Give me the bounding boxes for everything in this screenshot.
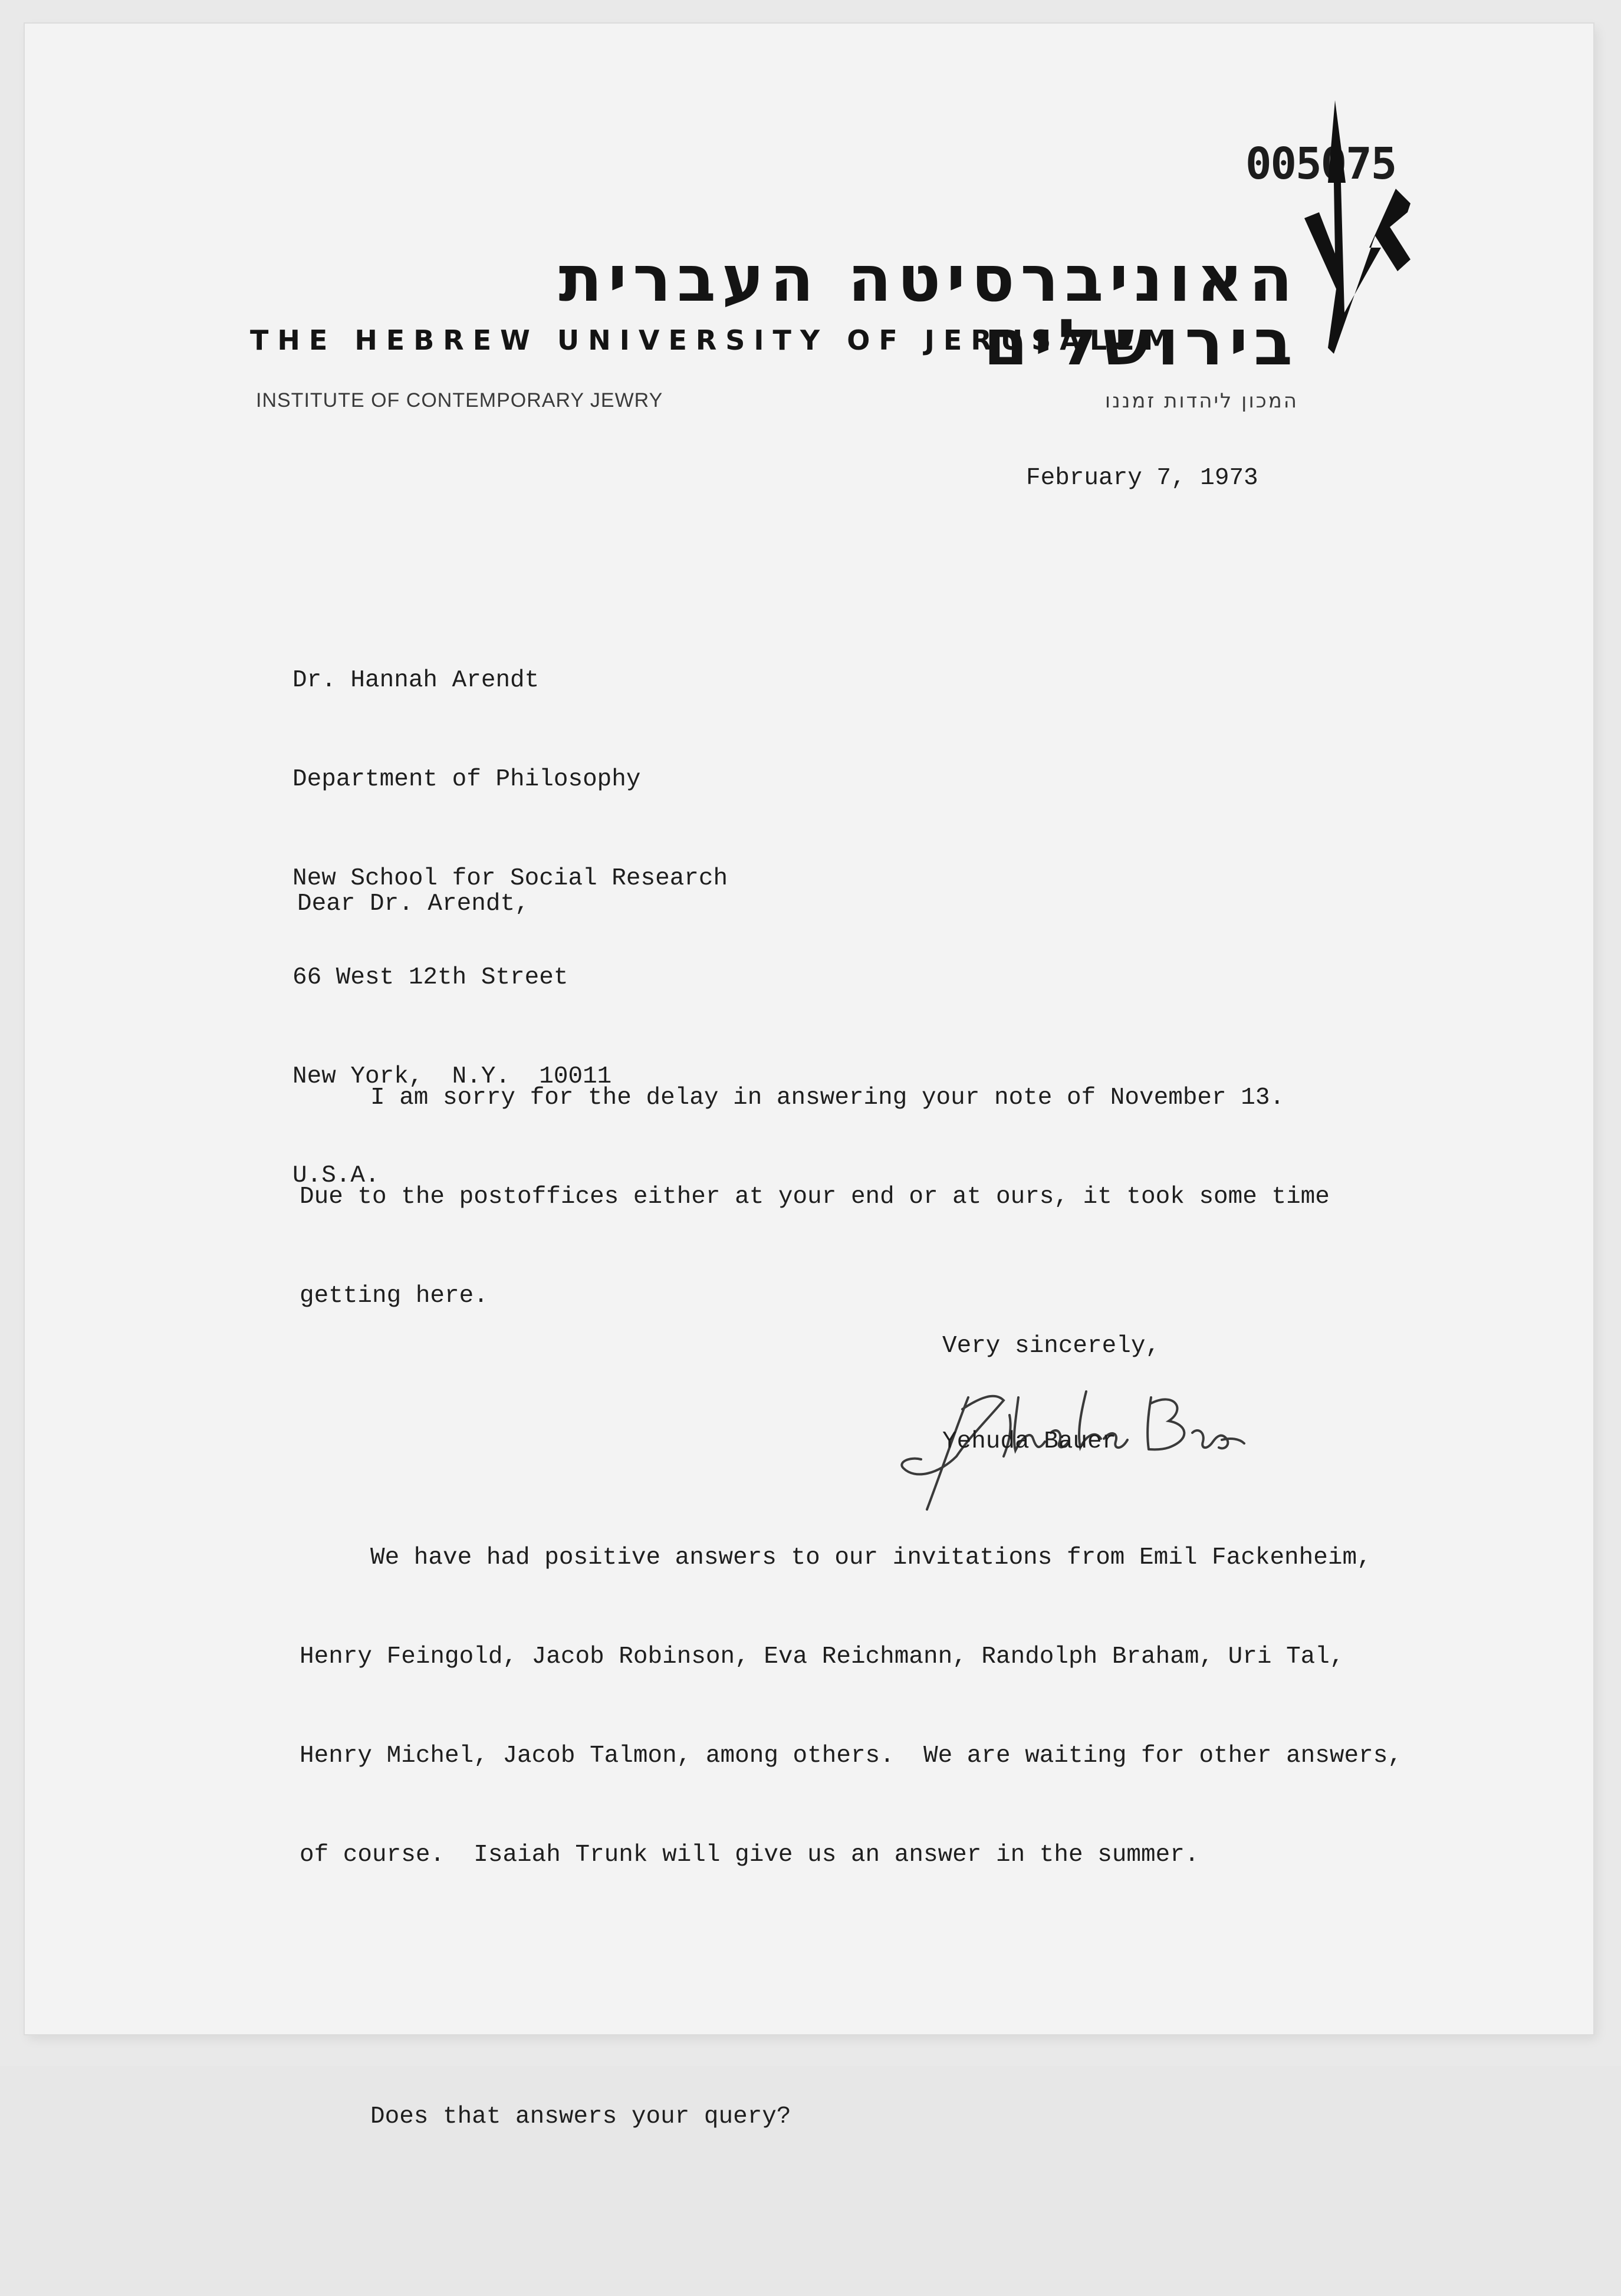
paragraph-2 xyxy=(300,1475,1402,1938)
address-line: Dr. Hannah Arendt xyxy=(292,667,540,694)
address-line: New York, N.Y. 10011 xyxy=(292,1063,612,1090)
address-line: U.S.A. xyxy=(292,1162,380,1189)
letter-body xyxy=(300,949,1402,2296)
institute-name-hebrew: המכון ליהדות זמננו xyxy=(1104,389,1298,413)
letter-date: February 7, 1973 xyxy=(1026,465,1258,492)
address-line: 66 West 12th Street xyxy=(292,964,568,991)
body-line: Due to the postoffices either at your end or at ours, it took some time xyxy=(300,1183,1330,1211)
english-university-name: THE HEBREW UNIVERSITY OF JERUSALEM xyxy=(250,324,1179,356)
address-line: Department of Philosophy xyxy=(292,766,641,793)
institute-name-english: INSTITUTE OF CONTEMPORARY JEWRY xyxy=(256,389,663,412)
typed-name: Yehuda Bauer xyxy=(942,1428,1117,1455)
salutation: Dear Dr. Arendt, xyxy=(297,890,530,917)
body-line: Does that answers your query? xyxy=(370,2103,791,2130)
body-line: I am sorry for the delay in answering your note of November 13. xyxy=(370,1084,1285,1111)
paragraph-1 xyxy=(300,1015,1402,1379)
closing: Very sincerely, xyxy=(942,1333,1160,1360)
body-line: of course. Isaiah Trunk will give us an answer in the summer. xyxy=(300,1841,1199,1869)
hebrew-university-name: האוניברסיטה העברית בירושלים xyxy=(558,242,1298,380)
body-line: Henry Feingold, Jacob Robinson, Eva Reichmann, Randolph Braham, Uri Tal, xyxy=(300,1643,1344,1670)
body-line: We have had positive answers to our invitations from Emil Fackenheim, xyxy=(370,1544,1372,1571)
address-line: New School for Social Research xyxy=(292,865,728,892)
body-line: getting here. xyxy=(300,1282,488,1310)
archive-number: 005075 xyxy=(1245,139,1396,189)
university-logo-icon xyxy=(1293,100,1416,354)
paragraph-3 xyxy=(300,2034,1402,2199)
body-line: Henry Michel, Jacob Talmon, among others. We are waiting for other answers, xyxy=(300,1742,1402,1769)
letter-sheet xyxy=(25,24,1593,2130)
